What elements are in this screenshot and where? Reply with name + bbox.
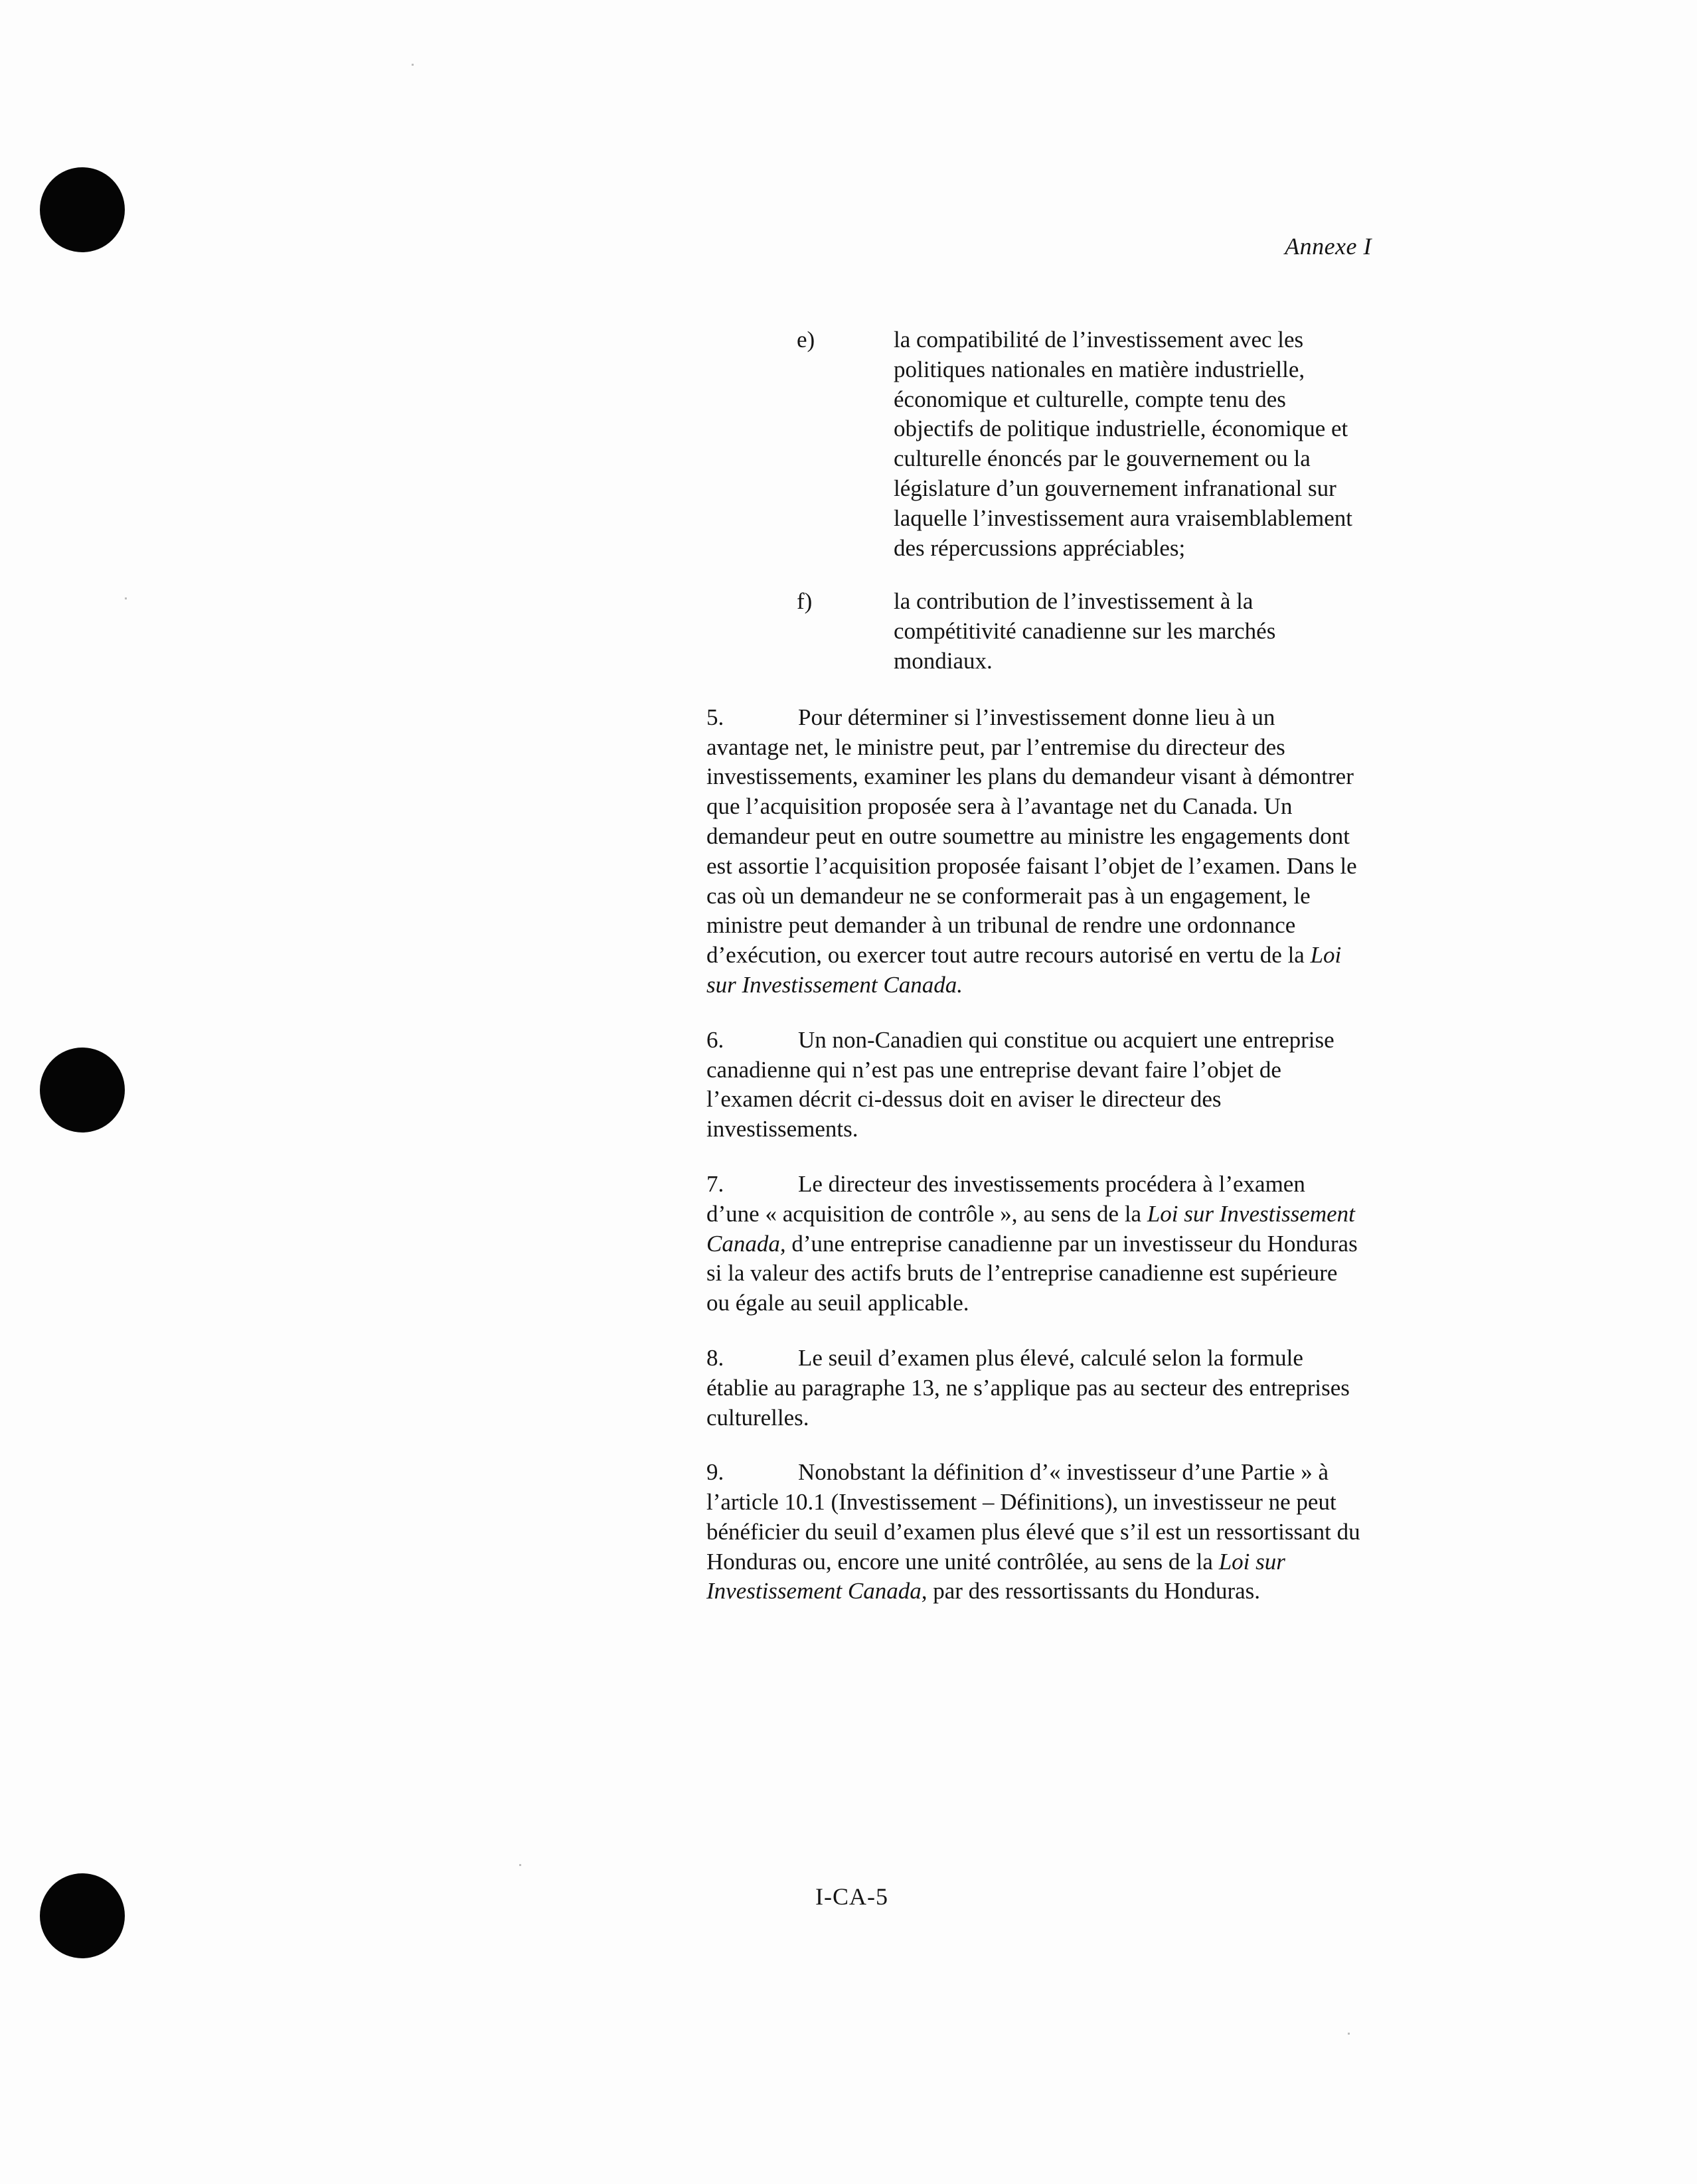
list-item [706,587,1361,676]
paragraph-number: 5. [706,704,724,730]
paragraph-text-tail: d’une entreprise canadienne par un investisseur du Honduras si la valeur des actifs bruts de l’entreprise canadienne est supérieure ou égale au seuil applicable. [706,1230,1358,1316]
document-body [706,325,1361,1632]
list-item-text: la contribution de l’investissement à la compétitivité canadienne sur les marchés mondiaux. [894,588,1276,674]
list-item-marker: e) [797,327,815,352]
punch-hole [40,167,125,252]
punch-hole [40,1873,125,1958]
paragraph-text: Un non-Canadien qui constitue ou acquiert une entreprise canadienne qui n’est pas une entreprise devant faire l’objet de l’examen décrit ci-dessus doit en aviser le directeur des investissements. [706,1026,1334,1142]
paragraph-6 [706,1026,1361,1144]
paragraph-text: Pour déterminer si l’investissement donne lieu à un avantage net, le ministre peut, par l’entremise du directeur des investissements, examiner les plans du demandeur visant à démontrer que l’acquisition proposée sera à l’avantage net du Canada. Un demandeur peut en outre soumettre au ministre les engagements dont est assortie l’acquisition proposée faisant l’objet de l’examen. Dans le cas où un demandeur ne se conformerait pas à un engagement, le ministre peut demander à un tribunal de rendre une ordonnance d’exécution, ou exercer tout autre recours autorisé en vertu de la [706,704,1357,969]
running-header: Annexe I [1285,233,1372,260]
paragraph-number: 6. [706,1026,724,1053]
paragraph-text: Nonobstant la définition d’« investisseur d’une Partie » à l’article 10.1 (Investissement – Définitions), un investisseur ne peut bénéficier du seuil d’examen plus élevé que s’il est un ressortissant du Honduras ou, encore une unité contrôlée, au sens de la [706,1459,1360,1575]
scan-speck [412,64,414,66]
paragraph-text: Le directeur des investissements procédera à l’examen d’une « acquisition de contrôle », au sens de la [706,1170,1305,1227]
law-title: Loi sur Investissement Canada, [706,1548,1285,1604]
scan-speck [1348,2033,1350,2035]
page-number: I-CA-5 [815,1883,888,1910]
list-item-marker: f) [797,588,813,615]
paragraph-text-tail: par des ressortissants du Honduras. [927,1578,1261,1604]
paragraph-5 [706,703,1361,1000]
law-title: Loi sur Investissement Canada. [706,942,1342,998]
scan-speck [125,597,127,599]
list-item-text: la compatibilité de l’investissement avec les politiques nationales en matière industrielle, économique et culturelle, compte tenu des objectifs de politique industrielle, économique et culturelle énoncés par le gouvernement ou la législature d’un gouvernement infranational sur laquelle l’investissement aura vraisemblablement des répercussions appréciables; [894,327,1353,561]
paragraph-number: 7. [706,1170,724,1197]
paragraph-number: 9. [706,1459,724,1486]
paragraph-text: Le seuil d’examen plus élevé, calculé selon la formule établie au paragraphe 13, ne s’applique pas au secteur des entreprises culturelles. [706,1344,1350,1431]
paragraph-9 [706,1458,1361,1606]
paragraph-8 [706,1344,1361,1433]
paragraph-7 [706,1170,1361,1318]
punch-hole [40,1048,125,1132]
law-title: Loi sur Investissement Canada, [706,1200,1355,1257]
scan-speck [519,1864,521,1866]
paragraph-number: 8. [706,1344,724,1371]
list-item [706,325,1361,563]
